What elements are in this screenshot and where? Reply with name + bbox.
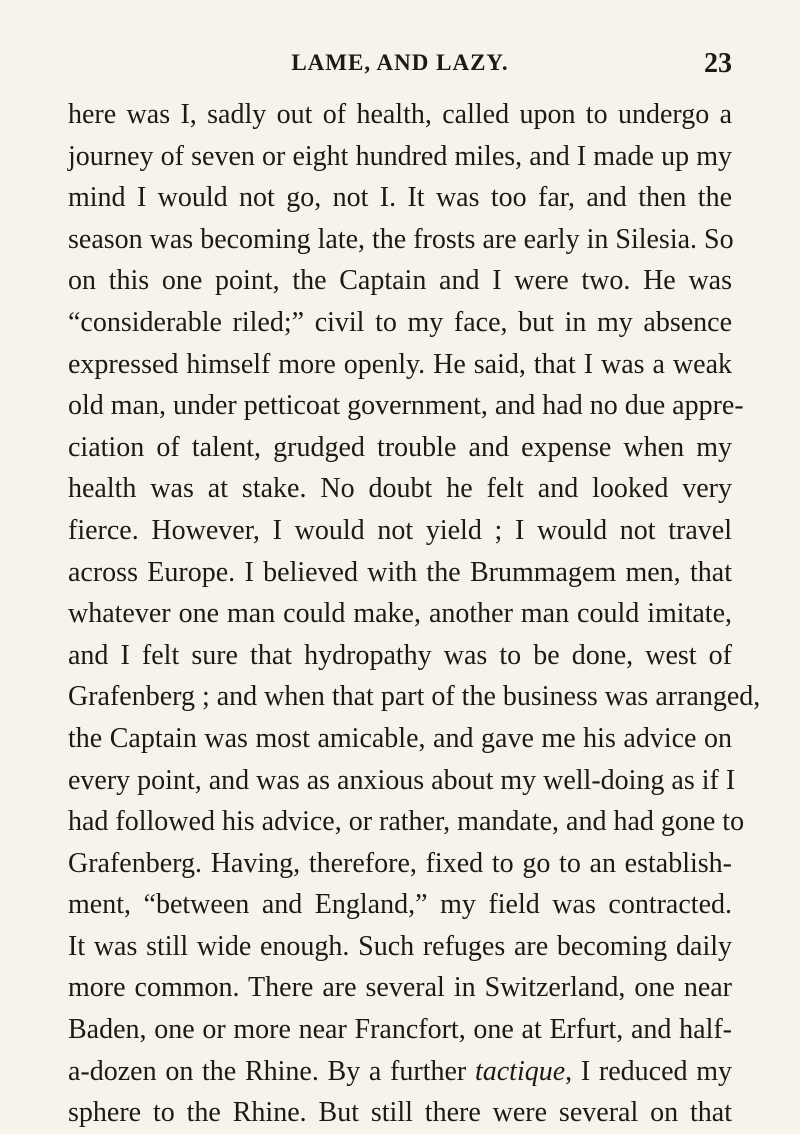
text-line: mind I would not go, not I. It was too far, and then the: [68, 182, 732, 214]
text-line: across Europe. I believed with the Brummagem men, that: [68, 556, 732, 588]
text-line: and I felt sure that hydropathy was to be done, west of: [68, 639, 732, 671]
text-line-with-italic: [68, 1051, 732, 1093]
text-line: sphere to the Rhine. But still there were several on that: [68, 1097, 732, 1129]
text-line: here was I, sadly out of health, called upon to undergo a: [68, 99, 732, 130]
text-segment: a-dozen on the Rhine. By a further: [68, 1055, 475, 1087]
running-title: LAME, AND LAZY.: [291, 50, 509, 75]
page-number: 23: [704, 48, 732, 79]
text-line: health was at stake. No doubt he felt and looked very: [68, 473, 732, 505]
text-line: every point, and was as anxious about my well-doing as if I: [68, 764, 736, 796]
text-line: It was still wide enough. Such refuges are becoming daily: [68, 930, 732, 962]
text-line: expressed himself more openly. He said, that I was a weak: [68, 348, 732, 380]
text-line: Grafenberg ; and when that part of the business was arranged,: [68, 681, 761, 713]
text-line: fierce. However, I would not yield ; I would not travel: [68, 514, 732, 546]
text-line: whatever one man could make, another man could imitate,: [68, 598, 732, 630]
text-line: the Captain was most amicable, and gave me his advice on: [68, 722, 732, 754]
text-line: “considerable riled;” civil to my face, but in my absence: [68, 306, 732, 338]
italic-word: tactique: [474, 1055, 566, 1087]
text-line: ciation of talent, grudged trouble and expense when my: [68, 431, 732, 463]
text-line: journey of seven or eight hundred miles, and I made up my: [68, 140, 732, 172]
body-text: [68, 94, 761, 1134]
text-line: more common. There are several in Switzerland, one near: [68, 972, 732, 1004]
running-head: [68, 50, 732, 84]
text-line: had followed his advice, or rather, mandate, and had gone to: [68, 806, 745, 838]
text-line: Baden, one or more near Francfort, one at Erfurt, and half-: [68, 1014, 732, 1046]
text-line: season was becoming late, the frosts are early in Silesia. So: [68, 223, 734, 255]
text-segment: , I reduced my: [565, 1055, 732, 1087]
text-line: Grafenberg. Having, therefore, fixed to go to an establish-: [68, 847, 732, 879]
text-line: ment, “between and England,” my field was contracted.: [68, 889, 732, 921]
text-line: on this one point, the Captain and I were two. He was: [68, 265, 732, 297]
text-line: old man, under petticoat government, and had no due appre-: [68, 390, 744, 422]
